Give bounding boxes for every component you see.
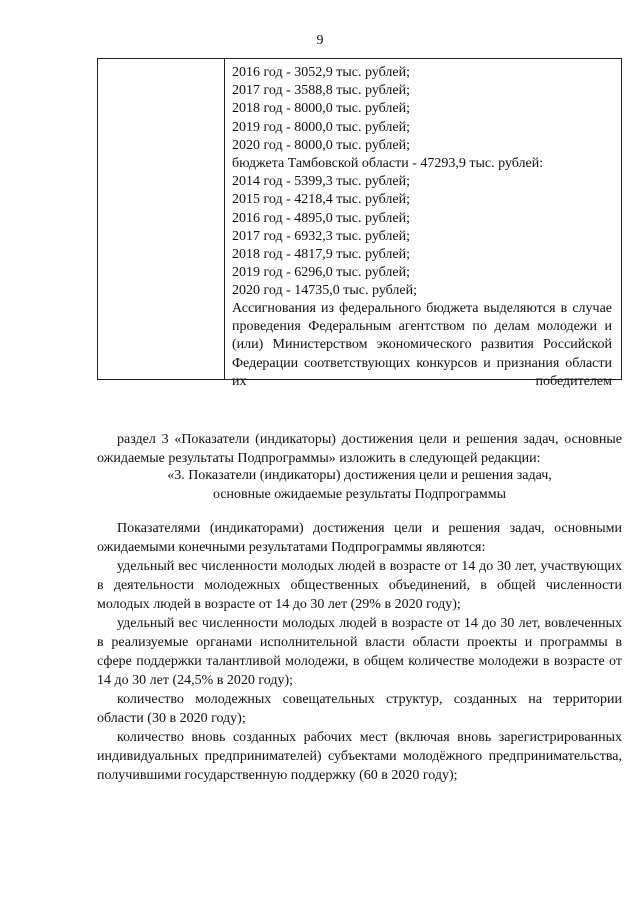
funding-line: 2016 год - 3052,9 тыс. рублей; [232, 65, 411, 80]
indicator-item: удельный вес численности молодых людей в возрасте от 14 до 30 лет, участвующих в деятельности молодежных общественных объединений, в общей численности молодых людей в возрасте от 14 до 30 лет (29% в 2020 году); [97, 559, 622, 612]
funding-line: 2015 год - 4218,4 тыс. рублей; [232, 192, 411, 208]
funding-line: 2019 год - 6296,0 тыс. рублей; [232, 265, 411, 281]
indicators-intro: Показателями (индикаторами) достижения цели и решения задач, основными ожидаемыми конечными результатами Подпрограммы являются: [97, 521, 622, 555]
funding-line: 2020 год - 8000,0 тыс. рублей; [232, 137, 411, 153]
section-heading-line2: основные ожидаемые результаты Подпрограммы [212, 487, 507, 502]
funding-line: 2016 год - 4895,0 тыс. рублей; [232, 210, 411, 226]
funding-line: 2019 год - 8000,0 тыс. рублей; [232, 119, 411, 135]
indicator-item: количество молодежных совещательных структур, созданных на территории области (30 в 2020 году); [97, 692, 622, 726]
funding-note: Ассигнования из федерального бюджета выделяются в случае проведения Федеральным агентством по делам молодежи и (или) Министерством экономического развития Российской Федерации соответствующих конкурсов и признания области их победителем [232, 301, 612, 389]
funding-line: бюджета Тамбовской области - 47293,9 тыс. рублей: [232, 156, 544, 172]
funding-line: 2020 год - 14735,0 тыс. рублей; [232, 283, 418, 299]
funding-line: 2017 год - 6932,3 тыс. рублей; [232, 228, 411, 244]
funding-table [97, 58, 622, 389]
funding-line: 2014 год - 5399,3 тыс. рублей; [232, 174, 411, 190]
funding-line: 2017 год - 3588,8 тыс. рублей; [232, 83, 411, 99]
page-number: 9 [316, 33, 324, 48]
instruction-text: раздел 3 «Показатели (индикаторы) достижения цели и решения задач, основные ожидаемые результаты Подпрограммы» изложить в следующей редакции: [97, 432, 622, 466]
funding-lines [232, 64, 612, 301]
table-column-divider [224, 59, 225, 379]
indicator-item: удельный вес численности молодых людей в возрасте от 14 до 30 лет, вовлеченных в реализуемые органами исполнительной власти области проекты и программы в сфере поддержки талантливой молодежи, в общем количестве молодежи в возрасте от 14 до 30 лет (24,5% в 2020 году); [97, 616, 622, 688]
section-heading [97, 466, 622, 504]
indicator-item: количество вновь созданных рабочих мест (включая вновь зарегистрированных индивидуальных предпринимателей) субъектами молодёжного предпринимательства, получившими государственную поддержку (60 в 2020 году); [97, 730, 622, 783]
funding-line: 2018 год - 4817,9 тыс. рублей; [232, 247, 411, 263]
section-heading-line1: «3. Показатели (индикаторы) достижения цели и решения задач, [167, 468, 552, 483]
indicators-body [97, 519, 622, 785]
funding-line: 2018 год - 8000,0 тыс. рублей; [232, 101, 411, 117]
